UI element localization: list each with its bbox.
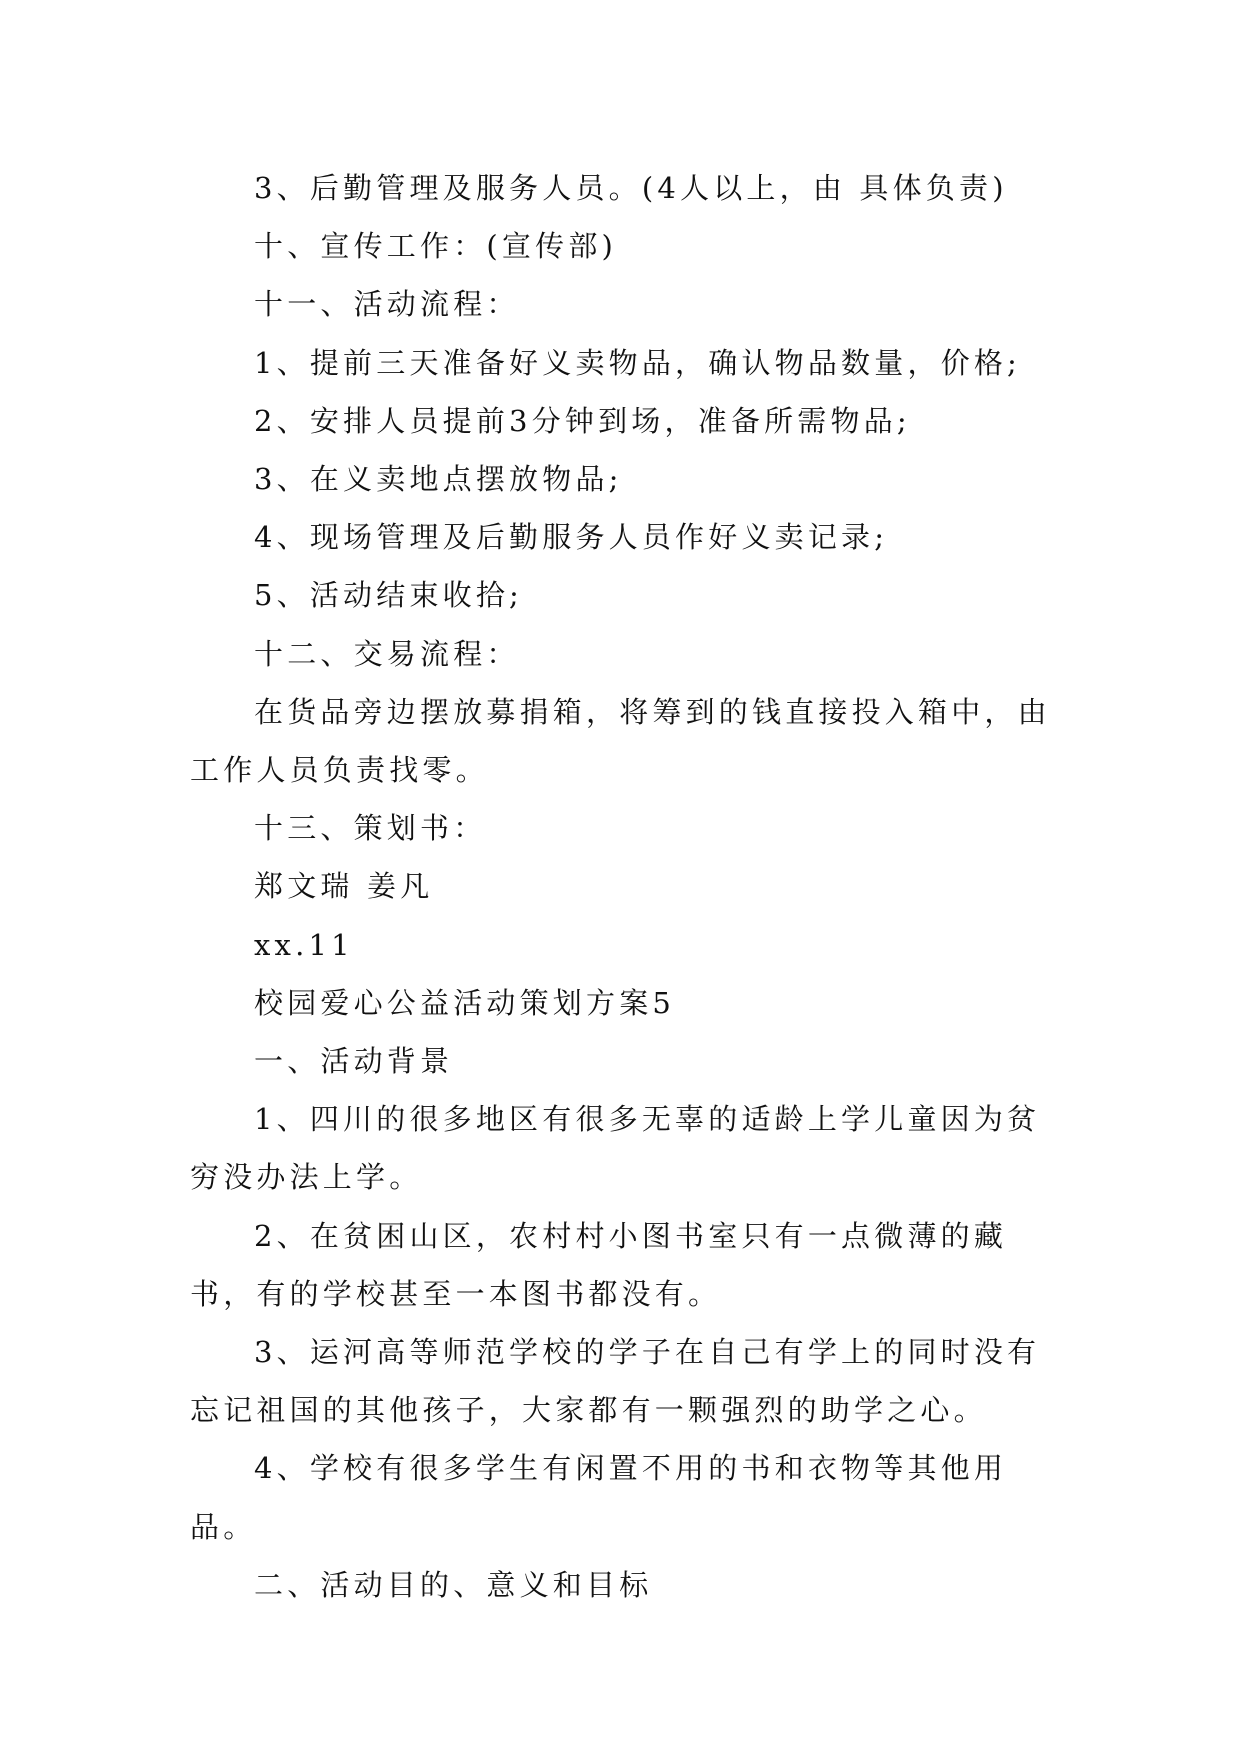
planner-names: 郑文瑞 姜凡 <box>254 869 434 904</box>
list-item-prepare-goods: 1、提前三天准备好义卖物品，确认物品数量，价格; <box>254 345 1022 380</box>
background-item-2: 2、在贫困山区，农村村小图书室只有一点微薄的藏书，有的学校甚至一本图书都没有。 <box>190 1218 1008 1311</box>
list-item-record-sales: 4、现场管理及后勤服务人员作好义卖记录; <box>254 520 889 555</box>
list-item-arrive-early: 2、安排人员提前3分钟到场，准备所需物品; <box>254 403 911 438</box>
document-body <box>190 159 1070 1614</box>
list-item-place-goods: 3、在义卖地点摆放物品; <box>254 462 623 497</box>
paragraph-publicity: 十、宣传工作：(宣传部) <box>254 229 618 264</box>
paragraph-donation-box: 在货品旁边摆放募捐箱，将筹到的钱直接投入箱中，由工作人员负责找零。 <box>190 694 1051 788</box>
document-date: xx.11 <box>254 927 354 962</box>
list-item-cleanup: 5、活动结束收拾; <box>254 578 524 613</box>
heading-activity-background: 一、活动背景 <box>254 1044 454 1079</box>
heading-transaction-process: 十二、交易流程： <box>254 636 520 671</box>
section-title-plan-5: 校园爱心公益活动策划方案5 <box>254 985 676 1020</box>
heading-activity-process: 十一、活动流程： <box>254 287 520 322</box>
heading-planners: 十三、策划书： <box>254 811 487 846</box>
background-item-4: 4、学校有很多学生有闲置不用的书和衣物等其他用品。 <box>190 1451 1008 1544</box>
paragraph-logistics-staff: 3、后勤管理及服务人员。(4人以上，由 具体负责) <box>254 171 1008 205</box>
background-item-3: 3、运河高等师范学校的学子在自己有学上的同时没有忘记祖国的其他孩子，大家都有一颗强烈的助学之心。 <box>190 1335 1041 1428</box>
background-item-1: 1、四川的很多地区有很多无辜的适龄上学儿童因为贫穷没办法上学。 <box>190 1102 1041 1195</box>
heading-purpose-goals: 二、活动目的、意义和目标 <box>254 1567 653 1602</box>
